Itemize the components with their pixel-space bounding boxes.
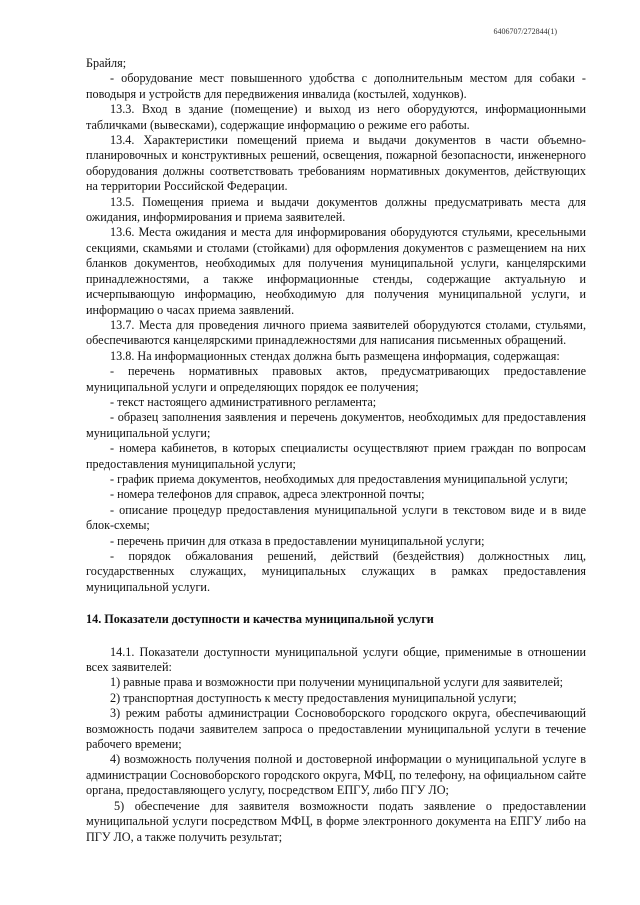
paragraph: 1) равные права и возможности при получении муниципальной услуги для заявителей; (110, 675, 563, 690)
document-page (86, 56, 586, 845)
paragraph: - образец заполнения заявления и перечень документов, необходимых для предоставления муниципальной услуги; (86, 410, 586, 440)
paragraph: - перечень нормативных правовых актов, предусматривающих предоставление муниципальной услуги и определяющих порядок ее получения; (86, 364, 586, 394)
paragraph: - порядок обжалования решений, действий (бездействия) должностных лиц, государственных служащих, муниципальных служащих в рамках предоставления муниципальной услуги. (86, 549, 586, 594)
paragraph: 3) режим работы администрации Сосновоборского городского округа, обеспечивающий возможность подачи заявителем запроса о предоставлении муниципальной услуги в течение рабочего времени; (86, 706, 586, 752)
regulation-section-13 (86, 56, 586, 595)
paragraph: 13.4. Характеристики помещений приема и выдачи документов в части объемно-планировочных и конструктивных решений, освещения, пожарной безопасности, инженерного оборудования должны соответствовать требованиям нормативных документов, действующих на территории Российской Федерации. (86, 133, 586, 194)
paragraph: 13.6. Места ожидания и места для информирования оборудуются стульями, кресельными секциями, скамьями и столами (стойками) для оформления документов с размещением на них бланков документов, необходимых для получения муниципальной услуги, канцелярскими принадлежностями, а также информационные стенды, содержащие актуальную и исчерпывающую информацию, необходимую для получения муниципальной услуги, и информацию о часах приема заявлений. (86, 225, 586, 317)
regulation-section-14 (86, 645, 586, 845)
document-id: 6406707/272844(1) (493, 27, 557, 36)
paragraph: - перечень причин для отказа в предоставлении муниципальной услуги; (110, 533, 485, 548)
paragraph: - график приема документов, необходимых для предоставления муниципальной услуги; (110, 471, 569, 486)
paragraph: 13.3. Вход в здание (помещение) и выход из него оборудуются, информационными табличками (вывесками), содержащие информацию о режиме его работы. (86, 102, 586, 132)
paragraph: - номера кабинетов, в которых специалисты осуществляют прием граждан по вопросам предоставления муниципальной услуги; (86, 441, 586, 471)
section-heading: 14. Показатели доступности и качества муниципальной услуги (86, 612, 434, 627)
paragraph: - текст настоящего административного регламента; (110, 394, 377, 409)
paragraph: 13.7. Места для проведения личного приема заявителей оборудуются столами, стульями, обеспечиваются канцелярскими принадлежностями для написания письменных обращений. (86, 317, 586, 348)
paragraph: 4) возможность получения полной и достоверной информации о муниципальной услуге в администрации Сосновоборского городского округа, МФЦ, по телефону, на официальном сайте органа, предоставляющего услугу, посредством ЕПГУ, либо ПГУ ЛО; (86, 752, 586, 798)
paragraph: - оборудование мест повышенного удобства с дополнительным местом для собаки - поводыря и устройств для передвижения инвалида (костылей, ходунков). (86, 71, 586, 101)
paragraph: 13.5. Помещения приема и выдачи документов должны предусматривать места для ожидания, информирования и приема заявителей. (86, 194, 586, 225)
paragraph: - номера телефонов для справок, адреса электронной почты; (110, 487, 425, 502)
paragraph: 14.1. Показатели доступности муниципальной услуги общие, применимые в отношении всех заявителей: (86, 644, 586, 675)
paragraph: - описание процедур предоставления муниципальной услуги в текстовом виде и в виде блок-схемы; (86, 502, 586, 533)
paragraph: 5) обеспечение для заявителя возможности подать заявление о предоставлении муниципальной услуги посредством МФЦ, в форме электронного документа на ЕПГУ либо на ПГУ ЛО, а также получить результат; (86, 798, 586, 844)
paragraph: 13.8. На информационных стендах должна быть размещена информация, содержащая: (110, 348, 560, 363)
paragraph: 2) транспортная доступность к месту предоставления муниципальной услуги; (110, 690, 517, 705)
paragraph: Брайля; (86, 56, 127, 70)
